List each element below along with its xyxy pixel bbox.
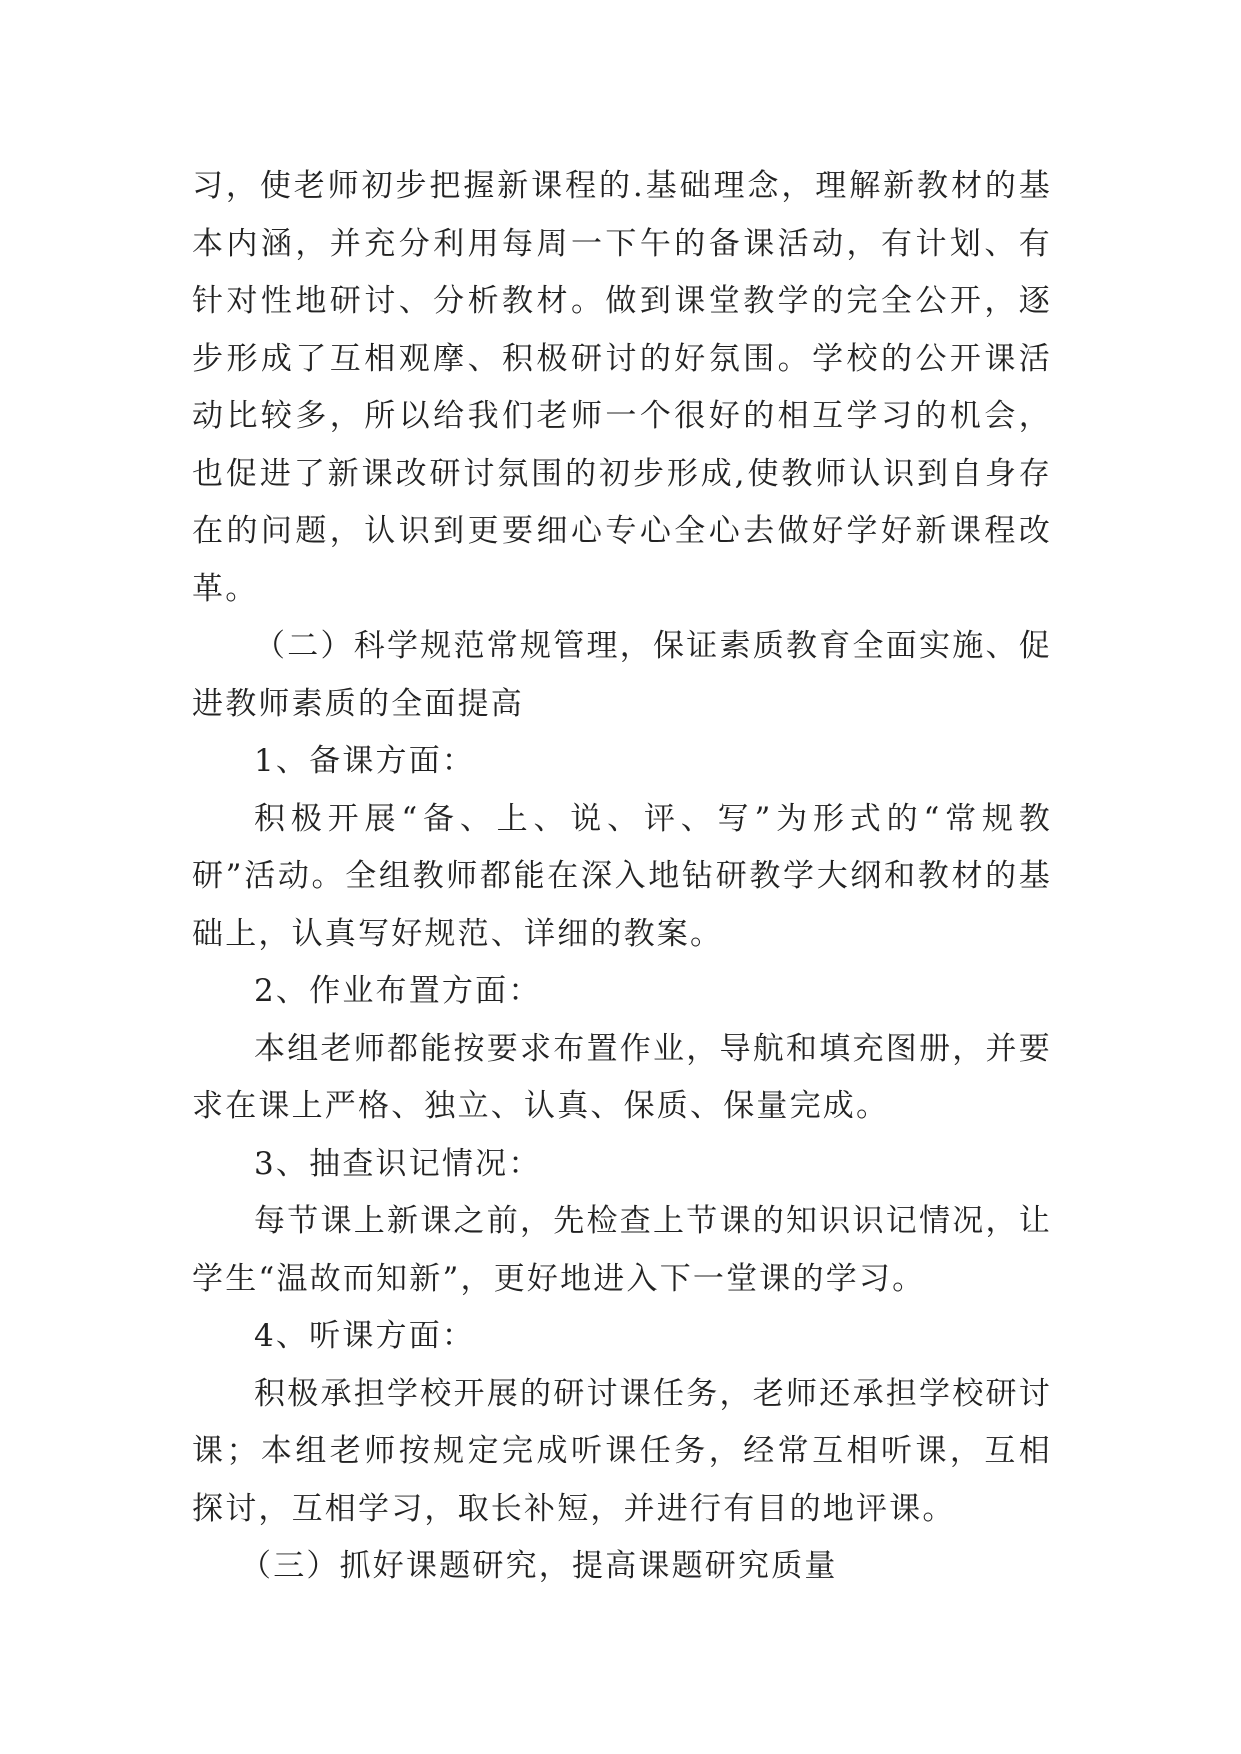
document-body — [192, 158, 1052, 1596]
item-heading-3: 3、抽查识记情况： — [254, 1145, 542, 1182]
item-body-2: 本组老师都能按要求布置作业，导航和填充图册，并要求在课上严格、独立、认真、保质、保量完成。 — [192, 1030, 1052, 1124]
item-body-1: 积极开展“备、上、说、评、写”为形式的“常规教研”活动。全组教师都能在深入地钻研教学大纲和教材的基础上，认真写好规范、详细的教案。 — [192, 800, 1052, 952]
item-body-3: 每节课上新课之前，先检查上节课的知识识记情况，让学生“温故而知新”，更好地进入下一堂课的学习。 — [192, 1203, 1052, 1297]
paragraph-intro-continuation: 习，使老师初步把握新课程的.基础理念，理解新教材的基本内涵，并充分利用每周一下午的备课活动，有计划、有针对性地研讨、分析教材。做到课堂教学的完全公开，逐步形成了互相观摩、积极研讨的好氛围。学校的公开课活动比较多，所以给我们老师一个很好的相互学习的机会，也促进了新课改研讨氛围的初步形成,使教师认识到自身存在的问题，认识到更要细心专心全心去做好学好新课程改革。 — [192, 168, 1052, 607]
item-body-4: 积极承担学校开展的研讨课任务，老师还承担学校研讨课；本组老师按规定完成听课任务，经常互相听课，互相探讨，互相学习，取长补短，并进行有目的地评课。 — [192, 1375, 1052, 1527]
section-heading-3: （三）抓好课题研究，提高课题研究质量 — [240, 1548, 838, 1584]
item-heading-1: 1、备课方面： — [254, 743, 476, 779]
item-heading-4: 4、听课方面： — [254, 1318, 476, 1354]
item-heading-2: 2、作业布置方面： — [254, 973, 542, 1009]
section-heading-2: （二）科学规范常规管理，保证素质教育全面实施、促进教师素质的全面提高 — [192, 628, 1052, 722]
